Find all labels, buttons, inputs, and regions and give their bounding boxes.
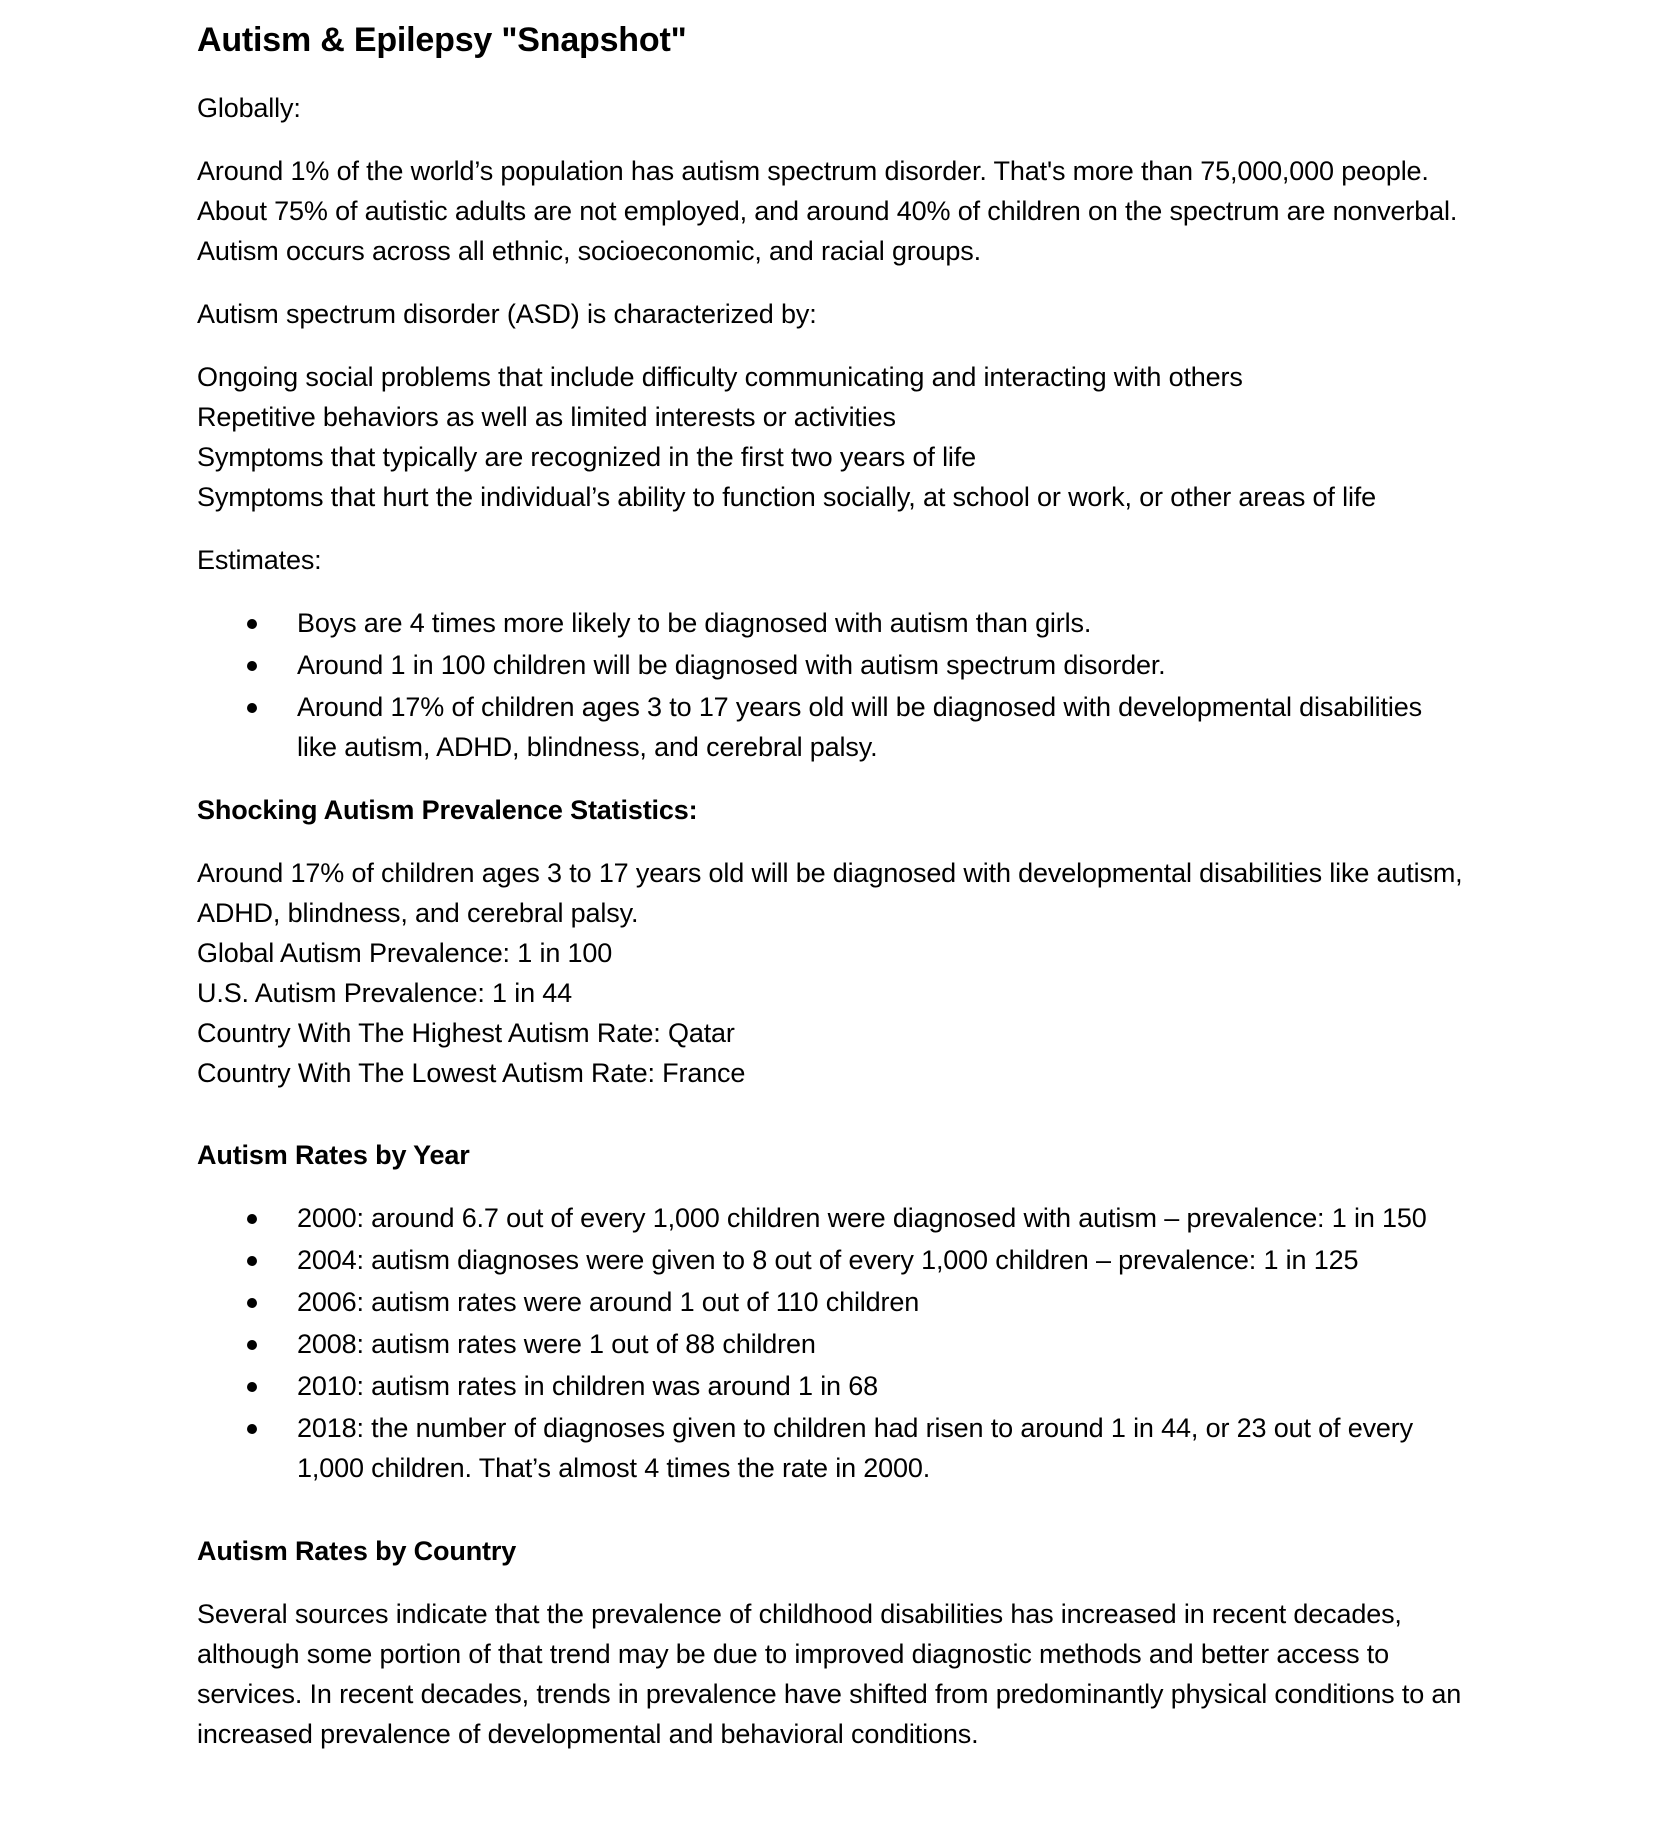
bullet-icon	[247, 1424, 257, 1434]
list-item-text: 2018: the number of diagnoses given to children had risen to around 1 in 44, or 23 out of every 1,000 children. That’s almost 4 times the rate in 2000.	[297, 1413, 1413, 1483]
list-item	[197, 1324, 1467, 1364]
prevalence-line: Global Autism Prevalence: 1 in 100	[197, 938, 613, 968]
list-item-text: Around 1 in 100 children will be diagnosed with autism spectrum disorder.	[297, 650, 1166, 680]
globally-label: Globally:	[197, 93, 301, 123]
bullet-icon	[247, 703, 257, 713]
list-item-text: Boys are 4 times more likely to be diagnosed with autism than girls.	[297, 608, 1092, 638]
document-page	[197, 18, 1467, 1754]
list-item-text: 2008: autism rates were 1 out of 88 children	[297, 1329, 816, 1359]
by-year-heading: Autism Rates by Year	[197, 1140, 470, 1170]
asd-characteristic: Symptoms that hurt the individual’s ability to function socially, at school or work, or other areas of life	[197, 482, 1377, 512]
by-country-heading: Autism Rates by Country	[197, 1536, 517, 1566]
list-item	[197, 645, 1467, 685]
bullet-icon	[247, 1256, 257, 1266]
prevalence-line: Around 17% of children ages 3 to 17 years old will be diagnosed with developmental disabilities like autism, ADHD, blindness, and cerebral palsy.	[197, 858, 1463, 928]
list-item-text: 2010: autism rates in children was around 1 in 68	[297, 1371, 878, 1401]
asd-label: Autism spectrum disorder (ASD) is characterized by:	[197, 299, 817, 329]
bullet-icon	[247, 1382, 257, 1392]
by-country-paragraph: Several sources indicate that the prevalence of childhood disabilities has increased in recent decades, although some portion of that trend may be due to improved diagnostic methods and better access to services. In recent decades, trends in prevalence have shifted from predominantly physical conditions to an increased prevalence of developmental and behavioral conditions.	[197, 1599, 1462, 1749]
list-item-text: 2000: around 6.7 out of every 1,000 children were diagnosed with autism – prevalence: 1 in 150	[297, 1203, 1427, 1233]
prevalence-line: Country With The Lowest Autism Rate: France	[197, 1058, 746, 1088]
bullet-icon	[247, 661, 257, 671]
list-item	[197, 687, 1467, 767]
document-title: Autism & Epilepsy "Snapshot"	[197, 21, 687, 59]
asd-characteristic: Ongoing social problems that include difficulty communicating and interacting with others	[197, 362, 1243, 392]
estimates-list	[197, 603, 1467, 767]
intro-paragraph: Around 1% of the world’s population has autism spectrum disorder. That's more than 75,000,000 people. About 75% of autistic adults are not employed, and around 40% of children on the spectrum are nonverbal. Autism occurs across all ethnic, socioeconomic, and racial groups.	[197, 156, 1458, 266]
bullet-icon	[247, 619, 257, 629]
by-year-list	[197, 1198, 1467, 1488]
prevalence-line: U.S. Autism Prevalence: 1 in 44	[197, 978, 573, 1008]
bullet-icon	[247, 1340, 257, 1350]
estimates-label: Estimates:	[197, 545, 322, 575]
prevalence-heading: Shocking Autism Prevalence Statistics:	[197, 795, 698, 825]
prevalence-lines	[197, 853, 1467, 1093]
asd-characteristic: Repetitive behaviors as well as limited interests or activities	[197, 402, 896, 432]
list-item	[197, 1408, 1467, 1488]
list-item	[197, 1240, 1467, 1280]
asd-characteristic: Symptoms that typically are recognized in the first two years of life	[197, 442, 976, 472]
list-item-text: 2006: autism rates were around 1 out of 110 children	[297, 1287, 920, 1317]
list-item-text: Around 17% of children ages 3 to 17 years old will be diagnosed with developmental disabilities like autism, ADHD, blindness, and cerebral palsy.	[297, 692, 1422, 762]
list-item	[197, 1366, 1467, 1406]
bullet-icon	[247, 1214, 257, 1224]
list-item-text: 2004: autism diagnoses were given to 8 out of every 1,000 children – prevalence: 1 in 125	[297, 1245, 1359, 1275]
list-item	[197, 1282, 1467, 1322]
asd-characteristics-list	[197, 357, 1467, 517]
prevalence-line: Country With The Highest Autism Rate: Qatar	[197, 1018, 735, 1048]
bullet-icon	[247, 1298, 257, 1308]
list-item	[197, 603, 1467, 643]
list-item	[197, 1198, 1467, 1238]
